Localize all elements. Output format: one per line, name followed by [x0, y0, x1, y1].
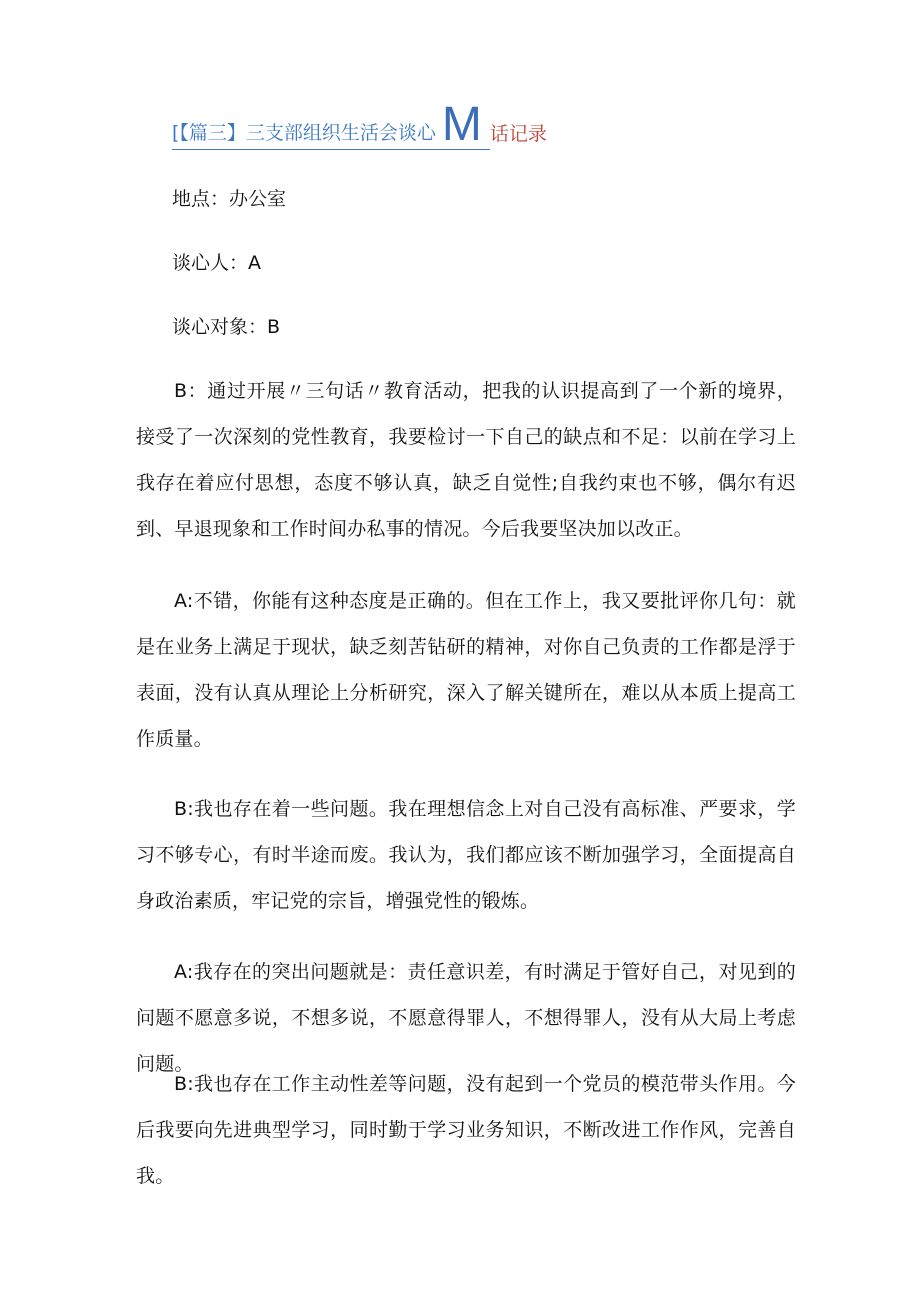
- document-title: [172, 100, 547, 150]
- meta-listener: 谈心对象：B: [172, 316, 281, 338]
- meta-speaker: 谈心人：A: [172, 252, 261, 274]
- paragraph-2: A:不错，你能有这种态度是正确的。但在工作上，我又要批评你几句：就是在业务上满足于现状，缺乏刻苦钻研的精神，对你自己负责的工作都是浮于表面，没有认真从理论上分析研究，深入了解关键所在，难以从本质上提高工作质量。: [136, 590, 796, 750]
- title-large-letter: M: [436, 101, 490, 150]
- paragraph-4: A:我存在的突出问题就是：责任意识差，有时满足于管好自己，对见到的问题不愿意多说，不想多说，不愿意得罪人，不想得罪人，没有从大局上考虑问题。: [136, 961, 796, 1075]
- paragraph-5: B:我也存在工作主动性差等问题，没有起到一个党员的模范带头作用。今后我要向先进典型学习，同时勤于学习业务知识，不断改进工作作风，完善自我。: [136, 1073, 796, 1187]
- title-suffix: 话记录: [489, 123, 547, 145]
- meta-location: 地点：办公室: [172, 188, 287, 210]
- title-link[interactable]: [【篇三】三支部组织生活会谈心: [172, 121, 436, 150]
- paragraph-3: B:我也存在着一些问题。我在理想信念上对自己没有高标准、严要求，学习不够专心，有时半途而废。我认为，我们都应该不断加强学习，全面提高自身政治素质，牢记党的宗旨，增强党性的锻炼。: [136, 798, 796, 912]
- paragraph-1: B：通过开展〃三句话〃教育活动，把我的认识提高到了一个新的境界，接受了一次深刻的党性教育，我要检讨一下自己的缺点和不足：以前在学习上我存在着应付思想，态度不够认真，缺乏自觉性;自我约束也不够，偶尔有迟到、早退现象和工作时间办私事的情况。今后我要坚决加以改正。: [136, 380, 796, 540]
